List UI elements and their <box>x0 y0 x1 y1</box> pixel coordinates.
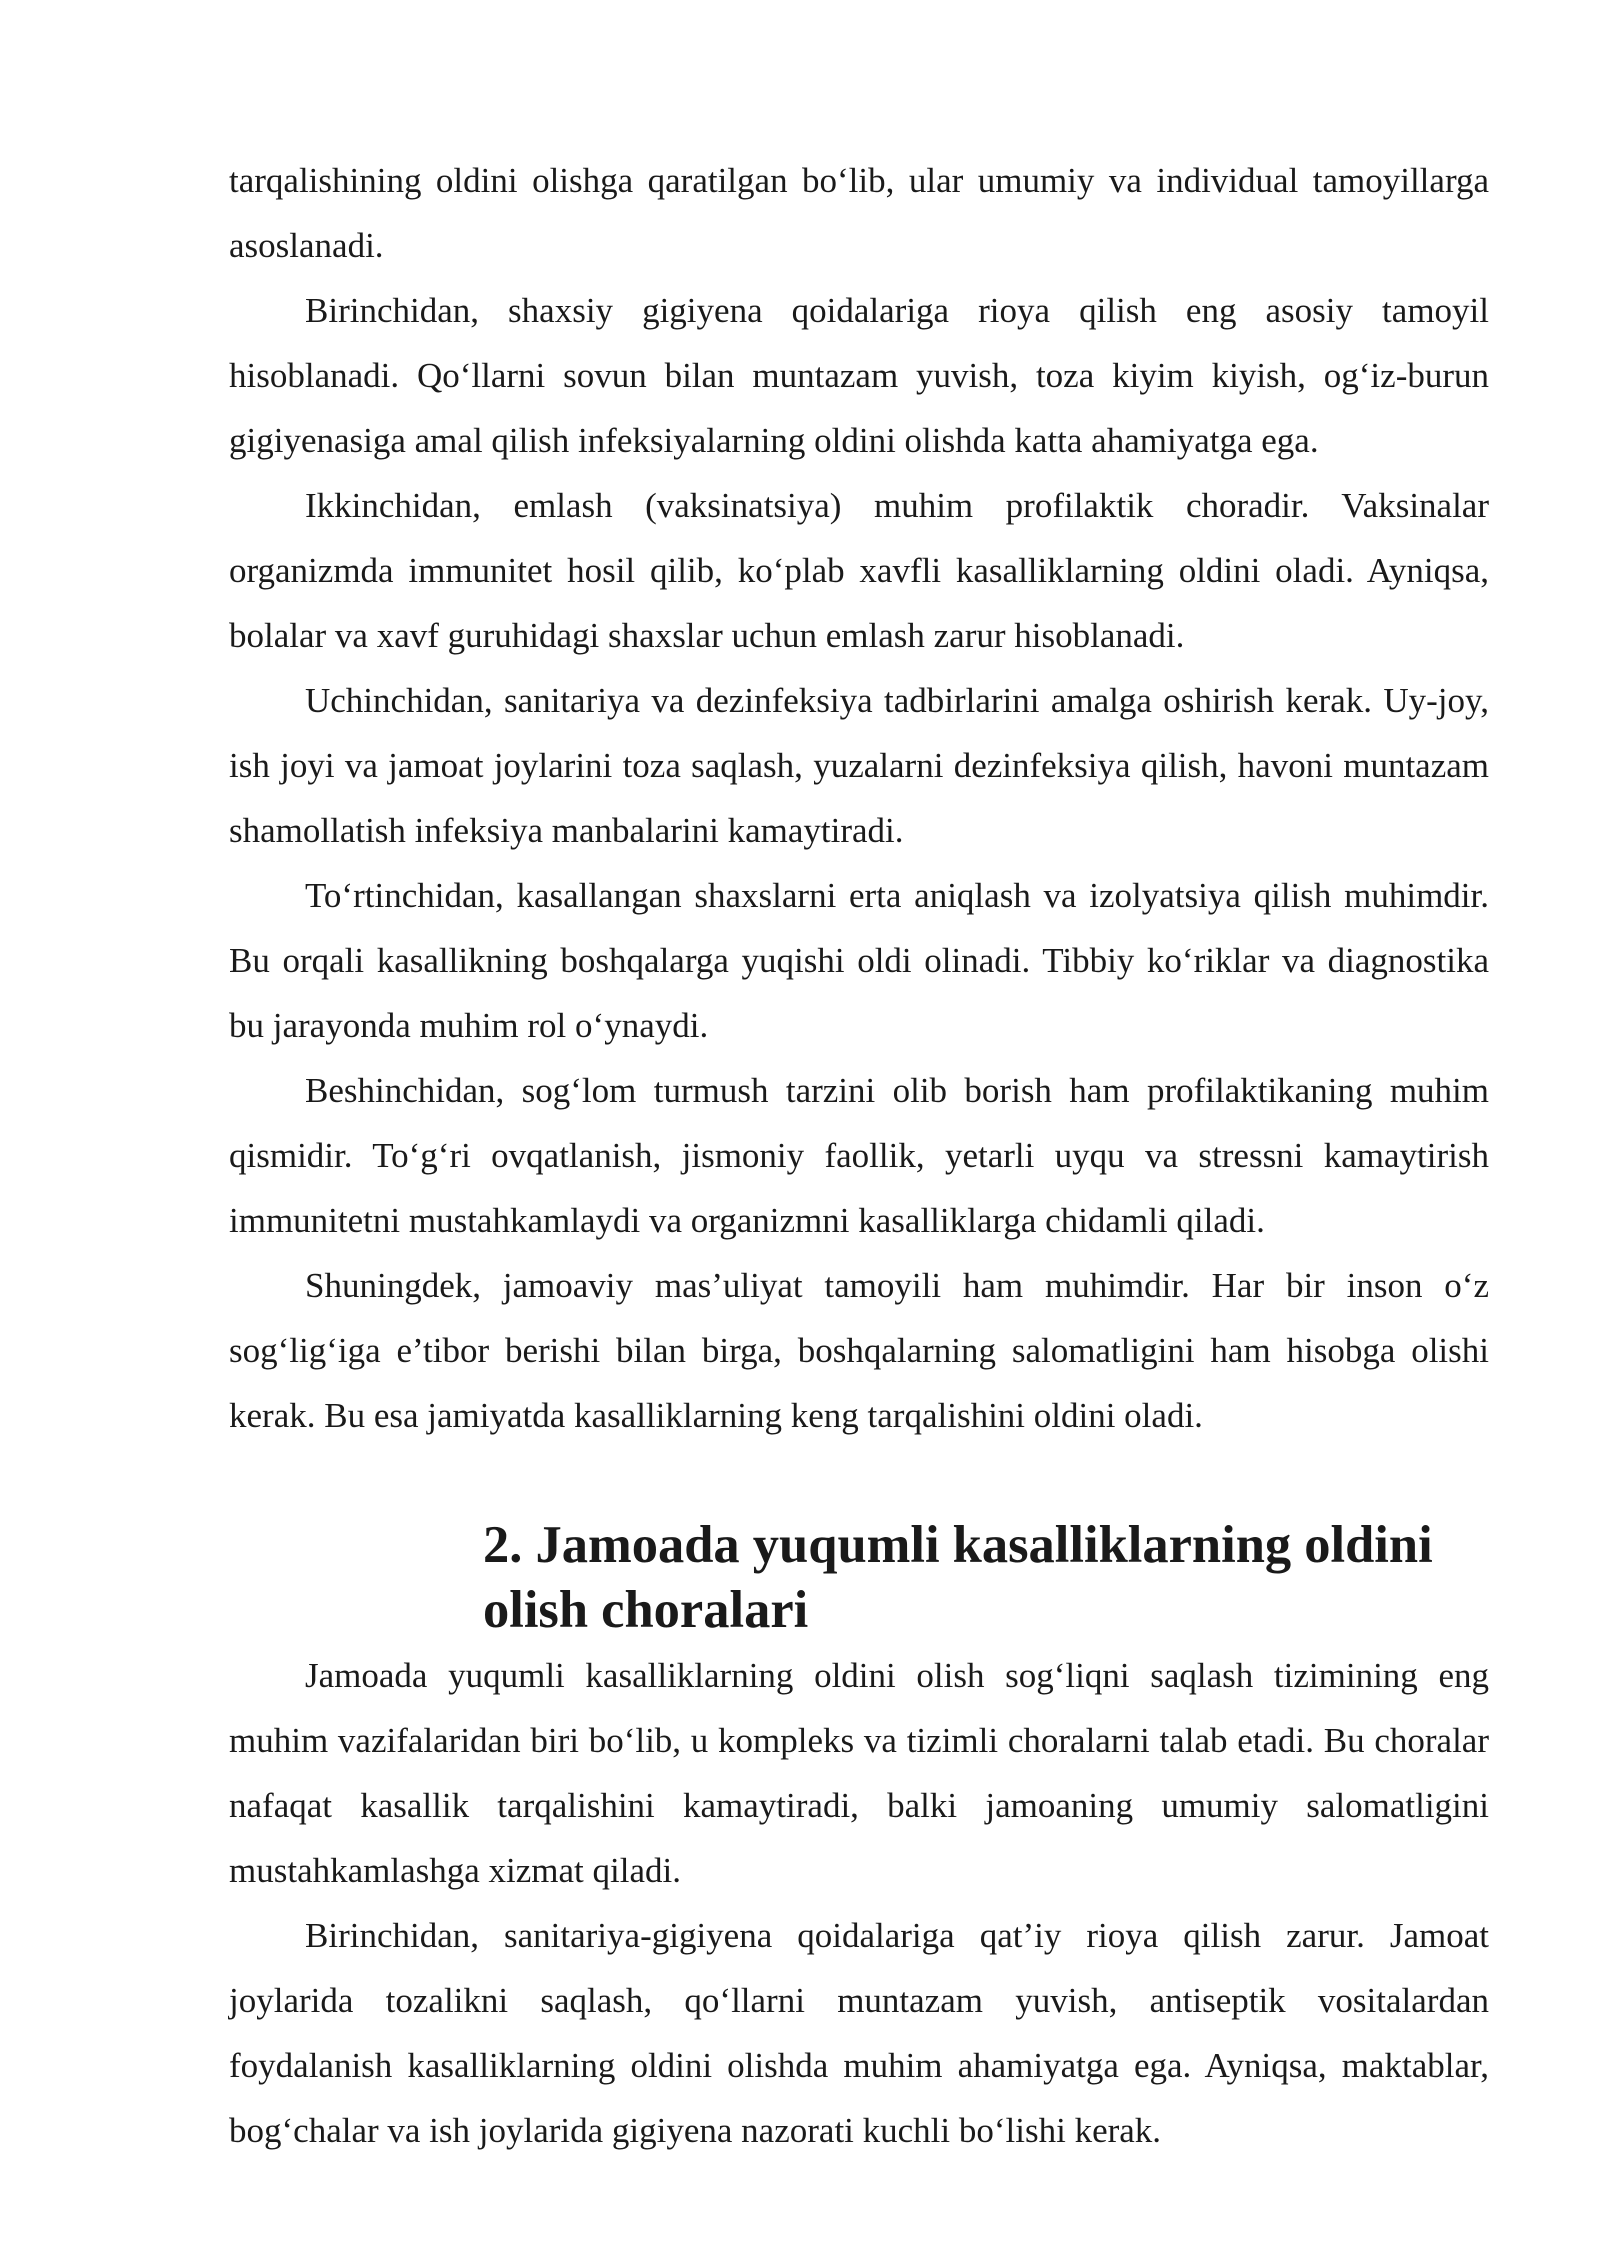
document-page <box>229 148 1489 2163</box>
paragraph-collective-responsibility: Shuningdek, jamoaviy mas’uliyat tamoyili ham muhimdir. Har bir inson o‘z sog‘lig‘iga e’tibor berishi bilan birga, boshqalarning salomatligini ham hisobga olishi kerak. Bu esa jamiyatda kasalliklarning keng tarqalishini oldini oladi. <box>229 1266 1489 1435</box>
paragraph-second-principle: Ikkinchidan, emlash (vaksinatsiya) muhim profilaktik choradir. Vaksinalar organizmda immunitet hosil qilib, ko‘plab xavfli kasalliklarning oldini oladi. Ayniqsa, bolalar va xavf guruhidagi shaxslar uchun emlash zarur hisoblanadi. <box>229 486 1489 655</box>
paragraph-section-intro: Jamoada yuqumli kasalliklarning oldini olish sog‘liqni saqlash tizimining eng muhim vazifalaridan biri bo‘lib, u kompleks va tizimli choralarni talab etadi. Bu choralar nafaqat kasallik tarqalishini kamaytiradi, balki jamoaning umumiy salomatligini mustahkamlashga xizmat qiladi. <box>229 1656 1489 1890</box>
paragraph-fourth-principle: To‘rtinchidan, kasallangan shaxslarni erta aniqlash va izolyatsiya qilish muhimdir. Bu orqali kasallikning boshqalarga yuqishi oldi olinadi. Tibbiy ko‘riklar va diagnostika bu jarayonda muhim rol o‘ynaydi. <box>229 876 1489 1045</box>
paragraph-first-principle: Birinchidan, shaxsiy gigiyena qoidalariga rioya qilish eng asosiy tamoyil hisoblanadi. Qo‘llarni sovun bilan muntazam yuvish, toza kiyim kiyish, og‘iz-burun gigiyenasiga amal qilish infeksiyalarning oldini olishda katta ahamiyatga ega. <box>229 291 1489 460</box>
paragraph-continuation: tarqalishining oldini olishga qaratilgan bo‘lib, ular umumiy va individual tamoyillarga asoslanadi. <box>229 161 1489 265</box>
section-heading: 2. Jamoada yuqumli kasalliklarning oldini olish choralari <box>483 1516 1433 1639</box>
paragraph-section-first-measure: Birinchidan, sanitariya-gigiyena qoidalariga qat’iy rioya qilish zarur. Jamoat joylarida tozalikni saqlash, qo‘llarni muntazam yuvish, antiseptik vositalardan foydalanish kasalliklarning oldini olishda muhim ahamiyatga ega. Ayniqsa, maktablar, bog‘chalar va ish joylarida gigiyena nazorati kuchli bo‘lishi kerak. <box>229 1916 1489 2150</box>
paragraph-third-principle: Uchinchidan, sanitariya va dezinfeksiya tadbirlarini amalga oshirish kerak. Uy-joy, ish joyi va jamoat joylarini toza saqlash, yuzalarni dezinfeksiya qilish, havoni muntazam shamollatish infeksiya manbalarini kamaytiradi. <box>229 681 1489 850</box>
paragraph-fifth-principle: Beshinchidan, sog‘lom turmush tarzini olib borish ham profilaktikaning muhim qismidir. To‘g‘ri ovqatlanish, jismoniy faollik, yetarli uyqu va stressni kamaytirish immunitetni mustahkamlaydi va organizmni kasalliklarga chidamli qiladi. <box>229 1071 1489 1240</box>
